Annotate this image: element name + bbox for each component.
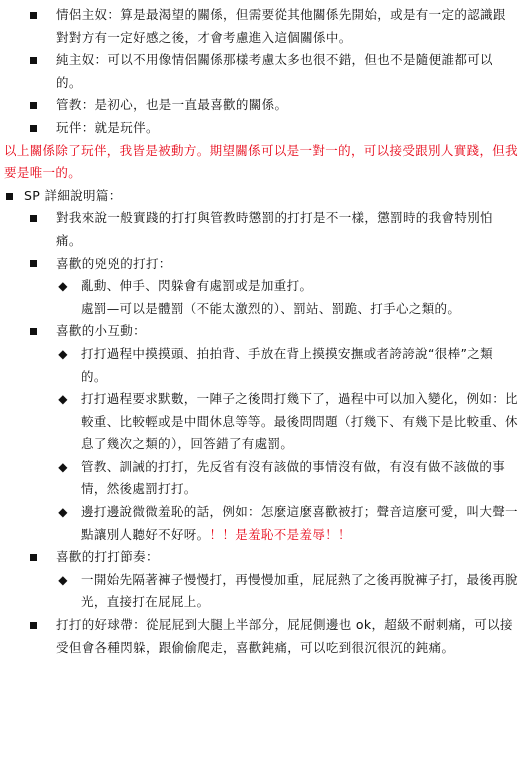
sp-interaction-title: 喜歡的小互動： (56, 323, 146, 339)
relation-item-couple (0, 4, 524, 49)
sp-point-text: 對我來說一般實踐的打打與管教時懲罰的打打是不一樣，懲罰時的我會特別怕痛。 (56, 210, 493, 248)
sp-interaction-item-comfort (0, 343, 524, 388)
square-bullet-icon (6, 193, 13, 200)
sp-fierce-heading (0, 253, 524, 276)
diamond-bullet-icon: ◆ (58, 505, 68, 520)
diamond-bullet-icon: ◆ (58, 459, 68, 474)
sp-fierce-item-continuation: 處罰—可以是體罰（不能太激烈的）、罰站、罰跪、打手心之類的。 (81, 300, 461, 316)
sp-rhythm-title: 喜歡的打打節奏： (56, 549, 159, 565)
relation-item-discipline (0, 94, 524, 117)
sp-rhythm-heading (0, 546, 524, 569)
sp-zone-text: 打打的好球帶：從屁屁到大腿上半部分，屁屁側邊也 ok，超級不耐刺痛，可以接受但會各種閃躲，跟偷偷爬走，喜歡鈍痛，可以吃到很沉很沉的鈍痛。 (56, 617, 513, 655)
sp-interaction-item-counting (0, 388, 524, 456)
square-bullet-icon (30, 622, 37, 629)
square-bullet-icon (30, 554, 37, 561)
sp-section-title: SP 詳細說明篇： (24, 187, 122, 203)
sp-interaction-item-text: 打打過程要求默數，一陣子之後問打幾下了，過程中可以加入變化，例如：比較重、比較輕或是中間休息等等。最後問問題（打幾下、有幾下是比較重、休息了幾次之類的），回答錯了有處罰。 (81, 391, 518, 452)
sp-section-heading (0, 185, 524, 208)
sp-interaction-item-teasing (0, 501, 524, 546)
sp-interaction-emphasis: ！！是羞恥不是羞辱！！ (209, 526, 351, 542)
sp-interaction-item-text: 打打過程中摸摸頭、拍拍背、手放在背上摸摸安撫或者誇誇說“很棒”之類的。 (81, 345, 494, 384)
sp-interaction-heading (0, 320, 524, 343)
relation-text: 純主奴：可以不用像情侶關係那樣考慮太多也很不錯，但也不是隨便誰都可以的。 (56, 52, 493, 90)
diamond-bullet-icon: ◆ (58, 279, 68, 294)
relation-item-pure-master-slave (0, 49, 524, 94)
sp-interaction-item-text: 管教、訓誡的打打，先反省有沒有該做的事情沒有做，有沒有做不該做的事情，然後處罰打打。 (81, 458, 506, 497)
diamond-bullet-icon: ◆ (58, 346, 68, 361)
square-bullet-icon (30, 12, 37, 19)
square-bullet-icon (30, 328, 37, 335)
sp-point-punishment (0, 207, 524, 252)
relation-text: 管教：是初心，也是一直最喜歡的關係。 (56, 97, 288, 113)
square-bullet-icon (30, 125, 37, 132)
sp-interaction-item-discipline (0, 456, 524, 501)
sp-interaction-item-text: 邊打邊說微微羞恥的話，例如：怎麼這麼喜歡被打；聲音這麼可愛，叫大聲一點讓別人聽好不好呀。 (81, 504, 518, 542)
sp-fierce-item (0, 275, 524, 298)
square-bullet-icon (30, 57, 37, 64)
sp-rhythm-item (0, 569, 524, 614)
sp-rhythm-item-text: 一開始先隔著褲子慢慢打，再慢慢加重，屁屁熱了之後再脫褲子打，最後再脫光，直接打在屁屁上。 (81, 571, 518, 610)
relation-note: 以上關係除了玩伴，我皆是被動方。期望關係可以是一對一的，可以接受跟別人實踐，但我要是唯一的。 (4, 142, 519, 181)
sp-zone-item (0, 614, 524, 659)
relation-item-playmate (0, 117, 524, 140)
relation-text: 情侶主奴：算是最渴望的關係，但需要從其他關係先開始，或是有一定的認識跟對對方有一定好感之後，才會考慮進入這個關係中。 (56, 7, 506, 45)
square-bullet-icon (30, 102, 37, 109)
square-bullet-icon (30, 215, 37, 222)
sp-fierce-title: 喜歡的兇兇的打打： (56, 255, 172, 271)
relation-text: 玩伴：就是玩伴。 (56, 119, 159, 135)
diamond-bullet-icon: ◆ (58, 572, 68, 587)
square-bullet-icon (30, 260, 37, 267)
sp-fierce-item-text: 亂動、伸手、閃躲會有處罰或是加重打。 (81, 278, 313, 294)
diamond-bullet-icon: ◆ (58, 392, 68, 407)
